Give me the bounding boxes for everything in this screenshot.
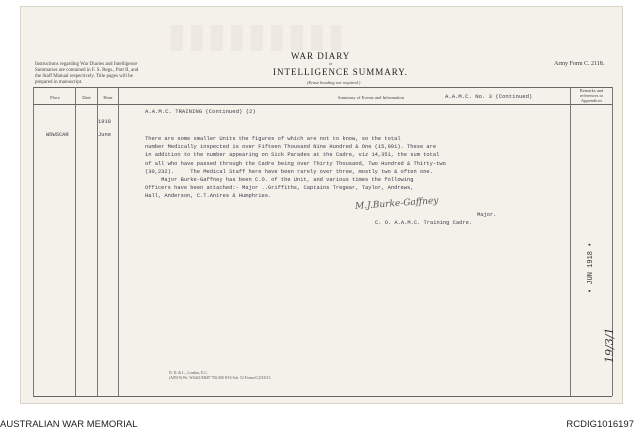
erase-heading-note: (Erase heading not required.)	[307, 80, 361, 85]
form-title-or: or	[329, 61, 333, 66]
instructions-note: Instructions regarding War Diaries and Intelligence Summaries are contained in F. S. Regs., Part II, and the Staff Manual respectively. Title pages will be prepared in manuscript.	[35, 62, 139, 85]
entry-heading: A.A.M.C. TRAINING (Continued) (2)	[145, 108, 256, 115]
diary-sheet	[20, 6, 623, 404]
army-form-number: Army Form C. 2118.	[554, 61, 605, 67]
handwritten-margin-note: 19/3/1	[603, 327, 616, 363]
left-border	[33, 87, 34, 396]
entry-text: There are some smaller Units the figures of which are not to know, so the total number Medically inspected is over Fifteen Thousand Nine Hundred & One (15,901). These are in addition to the number appearing on Sick Parades at the Cadre, viz 14,351, the sum total of all who have passed through the Cadre being over Thirty Thousand, Two Hundred & Thirty-two (30,232). The Medical Staff here have been rarely over three, mostly two & often one. Major Burke-Gaffney has been C.O. of the Unit, and various times the following Officers have been attached:- Major ..Griffiths, Captains Tregear, Taylor, Andrews, Hall, Anderson, C.T.Anires & Humphries.	[145, 136, 446, 200]
summary-remarks-divider	[570, 87, 571, 396]
date-received-stamp: • JUN 1918 •	[587, 242, 595, 293]
footer-institution: AUSTRALIAN WAR MEMORIAL	[0, 419, 138, 430]
col-header-hour: Hour	[103, 95, 113, 100]
col-header-summary: Summary of Events and Information	[338, 95, 404, 100]
entry-month: June	[98, 132, 111, 138]
hour-summary-divider	[118, 87, 119, 396]
form-title-war-diary: WAR DIARY	[291, 51, 351, 61]
printer-imprint-line1: D. D. & L., London, E.C.	[169, 371, 208, 375]
signature-unit: C. O. A.A.M.C. Training Cadre.	[375, 220, 473, 226]
entry-year: 1918	[98, 119, 111, 125]
place-date-divider	[75, 87, 76, 396]
table-top-rule	[33, 87, 612, 88]
faint-stamp-marks	[171, 25, 341, 51]
form-title-intelligence-summary: INTELLIGENCE SUMMARY.	[273, 67, 408, 77]
col-header-place: Place	[50, 95, 60, 100]
footer-reference: RCDIG1016197	[566, 419, 634, 430]
printer-imprint-line2: (A8519) Wt. W4441/M687 750,000 8/16 Sch. 52 Forms/C2118/13.	[169, 376, 272, 380]
col-header-date: Date	[82, 95, 91, 100]
col-header-remarks: Remarks and references to Appendices	[579, 88, 604, 103]
table-bottom-rule	[33, 396, 612, 397]
signature-rank: Major.	[477, 212, 497, 218]
handwritten-signature: M.J.Burke-Gaffney	[354, 196, 439, 212]
header-bottom-rule	[33, 104, 612, 105]
sheet-number: A.A.M.C. No. 3 (Continued)	[445, 93, 533, 100]
printer-imprint	[169, 371, 271, 381]
entry-place: WOWSCAR	[46, 132, 69, 138]
